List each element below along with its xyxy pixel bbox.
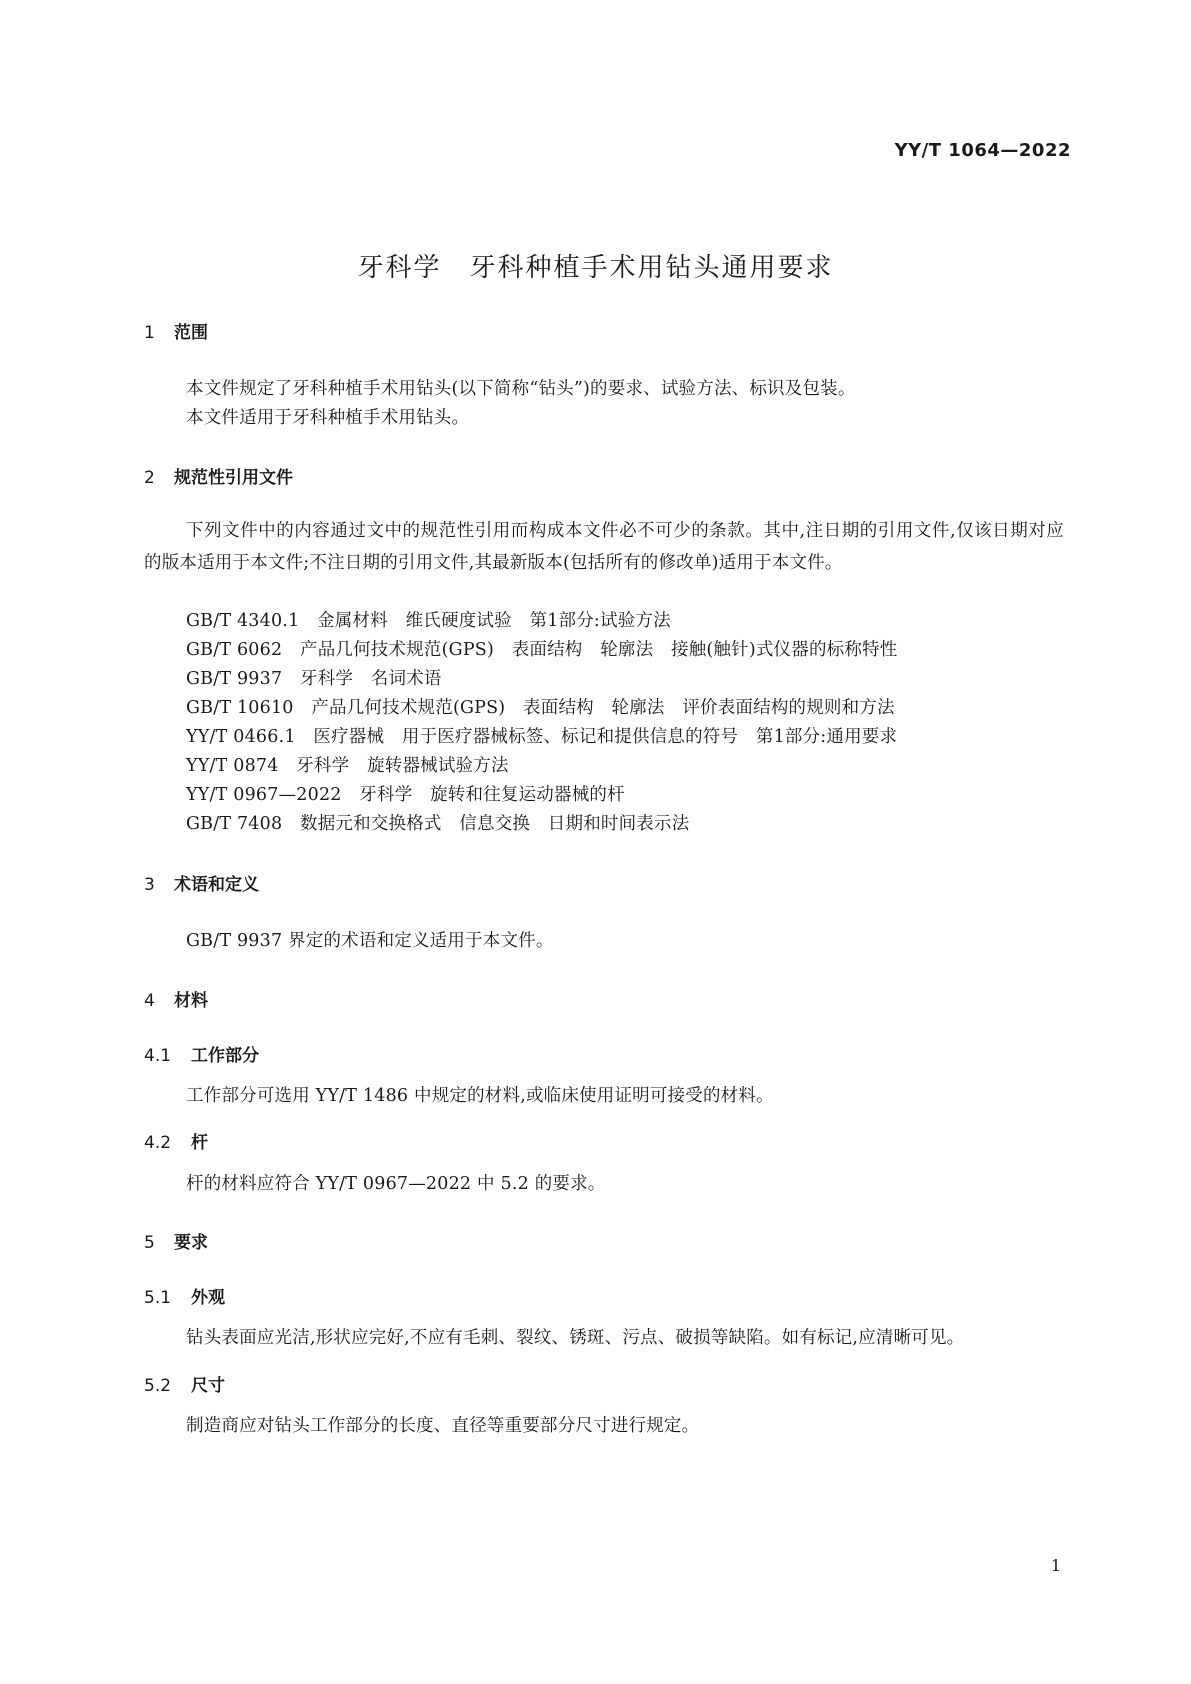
reference-item: GB/T 6062 产品几何技术规范(GPS) 表面结构 轮廓法 接触(触针)式仪器的标称特性: [186, 640, 898, 660]
reference-item: GB/T 7408 数据元和交换格式 信息交换 日期和时间表示法: [186, 814, 690, 834]
subsection-5-2-heading: [144, 1371, 225, 1396]
section-title: 术语和定义: [174, 875, 259, 895]
section-1-heading: [144, 318, 208, 343]
document-title: 牙科学 牙科种植手术用钻头通用要求: [357, 253, 834, 283]
subsection-title: 工作部分: [191, 1046, 259, 1066]
section-3-paragraph: GB/T 9937 界定的术语和定义适用于本文件。: [186, 931, 554, 951]
section-number: 5: [144, 1233, 155, 1253]
subsection-4-2-heading: [144, 1128, 208, 1153]
subsection-title: 尺寸: [191, 1376, 225, 1396]
section-1-paragraph-2: 本文件适用于牙科种植手术用钻头。: [186, 408, 470, 428]
reference-item: YY/T 0967—2022 牙科学 旋转和往复运动器械的杆: [186, 785, 625, 805]
subsection-4-1-heading: [144, 1041, 259, 1066]
section-title: 范围: [174, 323, 208, 343]
section-number: 4: [144, 991, 155, 1011]
subsection-number: 4.1: [144, 1046, 172, 1066]
section-number: 3: [144, 875, 155, 895]
reference-item: GB/T 4340.1 金属材料 维氏硬度试验 第1部分:试验方法: [186, 611, 671, 631]
section-2-intro-paragraph: 下列文件中的内容通过文中的规范性引用而构成本文件必不可少的条款。其中,注日期的引用文件,仅该日期对应的版本适用于本文件;不注日期的引用文件,其最新版本(包括所有的修改单)适用于本文件。: [144, 521, 1064, 573]
subsection-4-1-paragraph: 工作部分可选用 YY/T 1486 中规定的材料,或临床使用证明可接受的材料。: [186, 1086, 774, 1106]
subsection-title: 外观: [191, 1288, 225, 1308]
reference-item: YY/T 0874 牙科学 旋转器械试验方法: [186, 756, 509, 776]
subsection-number: 4.2: [144, 1133, 172, 1153]
section-2-heading: [144, 463, 293, 488]
reference-item: GB/T 10610 产品几何技术规范(GPS) 表面结构 轮廓法 评价表面结构的规则和方法: [186, 698, 895, 718]
subsection-5-1-paragraph: 钻头表面应光洁,形状应完好,不应有毛刺、裂纹、锈斑、污点、破损等缺陷。如有标记,应清晰可见。: [186, 1328, 965, 1348]
subsection-5-2-paragraph: 制造商应对钻头工作部分的长度、直径等重要部分尺寸进行规定。: [186, 1416, 700, 1436]
section-number: 2: [144, 468, 155, 488]
reference-item: GB/T 9937 牙科学 名词术语: [186, 669, 442, 689]
section-1-paragraph-1: 本文件规定了牙科种植手术用钻头(以下简称“钻头”)的要求、试验方法、标识及包装。: [186, 379, 856, 399]
reference-item: YY/T 0466.1 医疗器械 用于医疗器械标签、标记和提供信息的符号 第1部分:通用要求: [186, 727, 898, 747]
section-4-heading: [144, 986, 208, 1011]
subsection-4-2-paragraph: 杆的材料应符合 YY/T 0967—2022 中 5.2 的要求。: [186, 1174, 606, 1194]
section-number: 1: [144, 323, 155, 343]
section-5-heading: [144, 1228, 208, 1253]
page-number: 1: [1050, 1556, 1061, 1575]
subsection-title: 杆: [191, 1133, 208, 1153]
subsection-number: 5.2: [144, 1376, 172, 1396]
section-3-heading: [144, 870, 259, 895]
section-title: 规范性引用文件: [174, 468, 293, 488]
section-title: 材料: [174, 991, 208, 1011]
subsection-5-1-heading: [144, 1283, 225, 1308]
section-title: 要求: [174, 1233, 208, 1253]
subsection-number: 5.1: [144, 1288, 172, 1308]
standard-code: YY/T 1064—2022: [894, 140, 1071, 161]
